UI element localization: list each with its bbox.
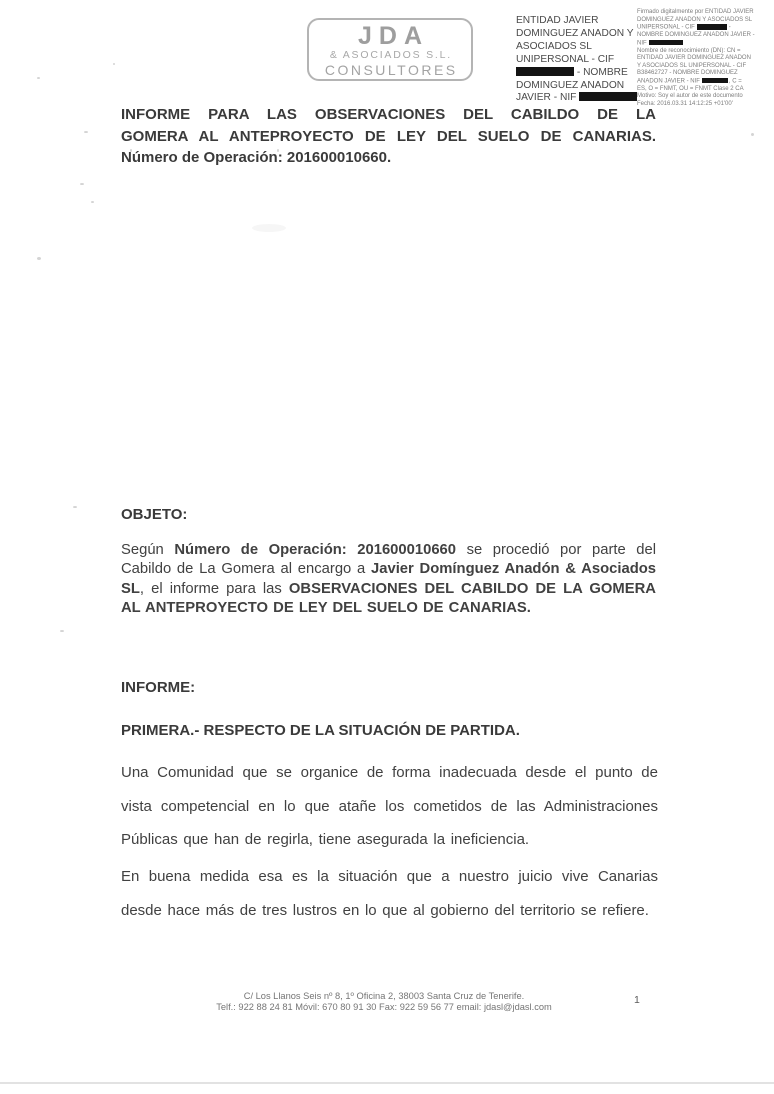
operation-number-line: Número de Operación: 201600010660. <box>121 149 392 166</box>
stamp-line: DOMINGUEZ ANADON <box>516 79 625 91</box>
cert-line: Fecha: 2016.03.31 14:12:25 +01'00' <box>637 100 733 107</box>
objeto-heading: OBJETO: <box>121 506 188 523</box>
scan-bottom-edge <box>0 1082 774 1084</box>
objeto-text: se procedió por parte del Cabildo de La Gomera al encargo a <box>121 542 657 578</box>
cert-line: Firmado digitalmente por ENTIDAD JAVIER <box>637 9 754 15</box>
stamp-line: DOMINGUEZ ANADON Y <box>516 27 634 39</box>
company-name-bold: Javier Domínguez Anadón & Asociados SL <box>121 561 656 597</box>
primera-heading: PRIMERA.- RESPECTO DE LA SITUACIÓN DE PARTIDA. <box>121 722 520 739</box>
footer <box>134 991 634 1014</box>
informe-paragraph-2: En buena medida esa es la situación que a nuestro juicio vive Canarias desde hace más de tres lustros en lo que al gobierno del territorio se refiere. <box>121 868 658 919</box>
cert-line: DOMINGUEZ ANADON Y ASOCIADOS SL <box>637 16 753 23</box>
cert-line: Nombre de reconocimiento (DN): CN = <box>637 47 741 54</box>
operation-number-bold: Número de Operación: 201600010660 <box>174 542 457 558</box>
cert-line: ANADON JAVIER - NIF , C = <box>637 78 742 84</box>
redacted-cif-box <box>697 24 727 30</box>
logo-acronym: JDA <box>357 22 429 50</box>
stamp-line <box>516 67 640 80</box>
stamp-line-text: - NOMBRE <box>576 66 628 78</box>
footer-contacts: Telf.: 922 88 24 81 Móvil: 670 80 91 30 Fax: 922 59 56 77 email: jdasl@jdasl.com <box>216 1002 552 1013</box>
cert-line: Y ASOCIADOS SL UNIPERSONAL - CIF <box>637 62 747 69</box>
title-line: INFORME PARA LAS OBSERVACIONES DEL CABILDO DE LA <box>121 106 656 123</box>
redacted-nif-box <box>649 40 683 46</box>
logo-subtitle: & ASOCIADOS S.L. <box>329 49 452 61</box>
objeto-text: , el informe para las <box>139 580 289 597</box>
redacted-nif-box <box>702 78 728 84</box>
logo-tagline: CONSULTORES <box>324 62 458 78</box>
objeto-text: Según <box>121 542 175 558</box>
cert-line: UNIPERSONAL - CIF - <box>637 24 731 31</box>
digital-signature-details <box>637 9 773 108</box>
cert-line: ENTIDAD JAVIER DOMINGUEZ ANADON <box>637 55 751 61</box>
cert-line: NIF <box>637 40 773 48</box>
cert-line: Motivo: Soy el autor de este documento <box>637 93 743 99</box>
stamp-line: ENTIDAD JAVIER <box>516 15 599 26</box>
document-title <box>121 104 656 169</box>
cert-line: B38462727 - NOMBRE DOMINGUEZ <box>637 70 738 76</box>
footer-address: C/ Los Llanos Seis nº 8, 1º Oficina 2, 38003 Santa Cruz de Tenerife. <box>243 991 525 1001</box>
jda-logo <box>307 18 473 81</box>
informe-heading: INFORME: <box>121 679 196 696</box>
informe-paragraph-1: Una Comunidad que se organice de forma inadecuada desde el punto de vista competencial en lo que atañe los cometidos de las Administraciones Públicas que han de regirla, tiene asegurada la ineficiencia. <box>121 764 658 848</box>
signature-entity-stamp <box>516 15 640 105</box>
cert-line: ES, O = FNMT, OU = FNMT Clase 2 CA <box>637 85 744 92</box>
stamp-line: ASOCIADOS SL <box>516 40 592 52</box>
cert-line: NOMBRE DOMINGUEZ ANADON JAVIER - <box>637 32 755 38</box>
report-name-bold: OBSERVACIONES DEL CABILDO DE LA GOMERA AL ANTEPROYECTO DE LEY DEL SUELO DE CANARIAS. <box>121 580 656 617</box>
page-number: 1 <box>634 994 640 1006</box>
redacted-nif-box <box>579 92 637 101</box>
objeto-paragraph <box>121 541 656 619</box>
title-line: GOMERA AL ANTEPROYECTO DE LEY DEL SUELO DE CANARIAS. <box>121 127 656 145</box>
stamp-line-text: JAVIER - NIF <box>516 92 577 104</box>
stamp-line: UNIPERSONAL - CIF <box>516 53 615 65</box>
redacted-cif-box <box>516 67 574 76</box>
